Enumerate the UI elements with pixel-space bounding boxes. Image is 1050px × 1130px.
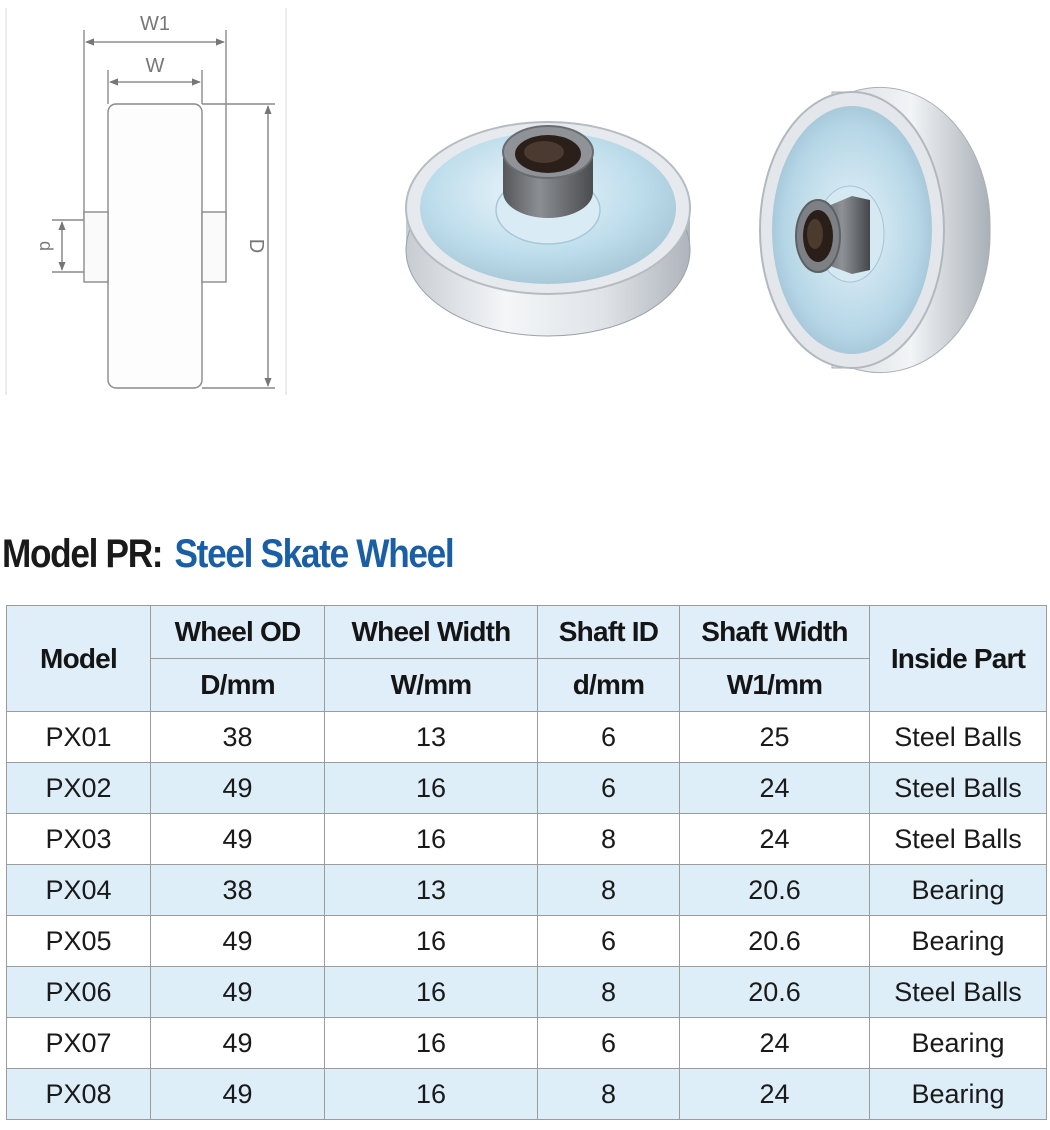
cell-shaft-width: 25 xyxy=(680,712,870,763)
cell-inside-part: Bearing xyxy=(870,916,1047,967)
col-header-model: Model xyxy=(7,606,151,712)
col-header-shaft-id: Shaft ID xyxy=(538,606,680,659)
label-d-small: d xyxy=(36,240,56,252)
table-header xyxy=(7,606,1047,712)
cell-shaft-id: 8 xyxy=(538,814,680,865)
col-header-wheel-od: Wheel OD xyxy=(151,606,325,659)
cell-model: PX06 xyxy=(7,967,151,1018)
cell-wheel-od: 49 xyxy=(151,916,325,967)
wheel-photo-angled xyxy=(752,84,1002,374)
cell-model: PX07 xyxy=(7,1018,151,1069)
cell-inside-part: Bearing xyxy=(870,1018,1047,1069)
col-unit-wheel-width: W/mm xyxy=(325,659,538,712)
col-header-inside-part: Inside Part xyxy=(870,606,1047,712)
cell-wheel-od: 49 xyxy=(151,967,325,1018)
label-w1: W1 xyxy=(140,13,170,35)
cell-wheel-od: 49 xyxy=(151,763,325,814)
cell-wheel-od: 38 xyxy=(151,865,325,916)
cell-wheel-width: 16 xyxy=(325,763,538,814)
cell-shaft-width: 20.6 xyxy=(680,865,870,916)
spec-table xyxy=(6,605,1047,1120)
cell-shaft-id: 8 xyxy=(538,865,680,916)
label-w: W xyxy=(145,55,165,77)
col-unit-wheel-od: D/mm xyxy=(151,659,325,712)
product-figure-area xyxy=(0,0,1050,420)
cell-wheel-od: 49 xyxy=(151,1069,325,1120)
col-header-wheel-width: Wheel Width xyxy=(325,606,538,659)
wheel-photo-front xyxy=(398,100,698,350)
cell-shaft-id: 8 xyxy=(538,967,680,1018)
cell-shaft-id: 6 xyxy=(538,916,680,967)
table-row xyxy=(7,1018,1047,1069)
model-series-label: Model PR: xyxy=(2,531,163,576)
cell-wheel-od: 49 xyxy=(151,1018,325,1069)
cell-model: PX04 xyxy=(7,865,151,916)
table-row xyxy=(7,814,1047,865)
cell-wheel-width: 16 xyxy=(325,916,538,967)
cell-wheel-width: 13 xyxy=(325,865,538,916)
cell-model: PX08 xyxy=(7,1069,151,1120)
cell-inside-part: Bearing xyxy=(870,1069,1047,1120)
table-row xyxy=(7,967,1047,1018)
cell-model: PX05 xyxy=(7,916,151,967)
col-header-shaft-width: Shaft Width xyxy=(680,606,870,659)
cell-wheel-width: 16 xyxy=(325,1018,538,1069)
cell-shaft-id: 8 xyxy=(538,1069,680,1120)
cell-wheel-width: 16 xyxy=(325,967,538,1018)
col-unit-shaft-width: W1/mm xyxy=(680,659,870,712)
cell-model: PX01 xyxy=(7,712,151,763)
cell-model: PX03 xyxy=(7,814,151,865)
cell-shaft-id: 6 xyxy=(538,712,680,763)
cell-inside-part: Steel Balls xyxy=(870,712,1047,763)
cell-inside-part: Bearing xyxy=(870,865,1047,916)
table-row xyxy=(7,1069,1047,1120)
dimension-drawing xyxy=(0,0,300,410)
cell-shaft-width: 24 xyxy=(680,1069,870,1120)
cell-shaft-id: 6 xyxy=(538,1018,680,1069)
cell-model: PX02 xyxy=(7,763,151,814)
cell-inside-part: Steel Balls xyxy=(870,967,1047,1018)
cell-inside-part: Steel Balls xyxy=(870,763,1047,814)
cell-inside-part: Steel Balls xyxy=(870,814,1047,865)
cell-wheel-width: 16 xyxy=(325,814,538,865)
cell-wheel-width: 13 xyxy=(325,712,538,763)
table-row xyxy=(7,865,1047,916)
col-unit-shaft-id: d/mm xyxy=(538,659,680,712)
product-name: Steel Skate Wheel xyxy=(174,531,454,576)
cell-shaft-width: 20.6 xyxy=(680,916,870,967)
cell-shaft-id: 6 xyxy=(538,763,680,814)
table-row xyxy=(7,916,1047,967)
table-body xyxy=(7,712,1047,1120)
cell-wheel-od: 38 xyxy=(151,712,325,763)
cell-wheel-od: 49 xyxy=(151,814,325,865)
label-d-large: D xyxy=(245,238,267,254)
cell-shaft-width: 20.6 xyxy=(680,967,870,1018)
cell-shaft-width: 24 xyxy=(680,763,870,814)
page-title xyxy=(2,530,453,578)
cell-shaft-width: 24 xyxy=(680,814,870,865)
cell-wheel-width: 16 xyxy=(325,1069,538,1120)
cell-shaft-width: 24 xyxy=(680,1018,870,1069)
table-row xyxy=(7,712,1047,763)
table-row xyxy=(7,763,1047,814)
